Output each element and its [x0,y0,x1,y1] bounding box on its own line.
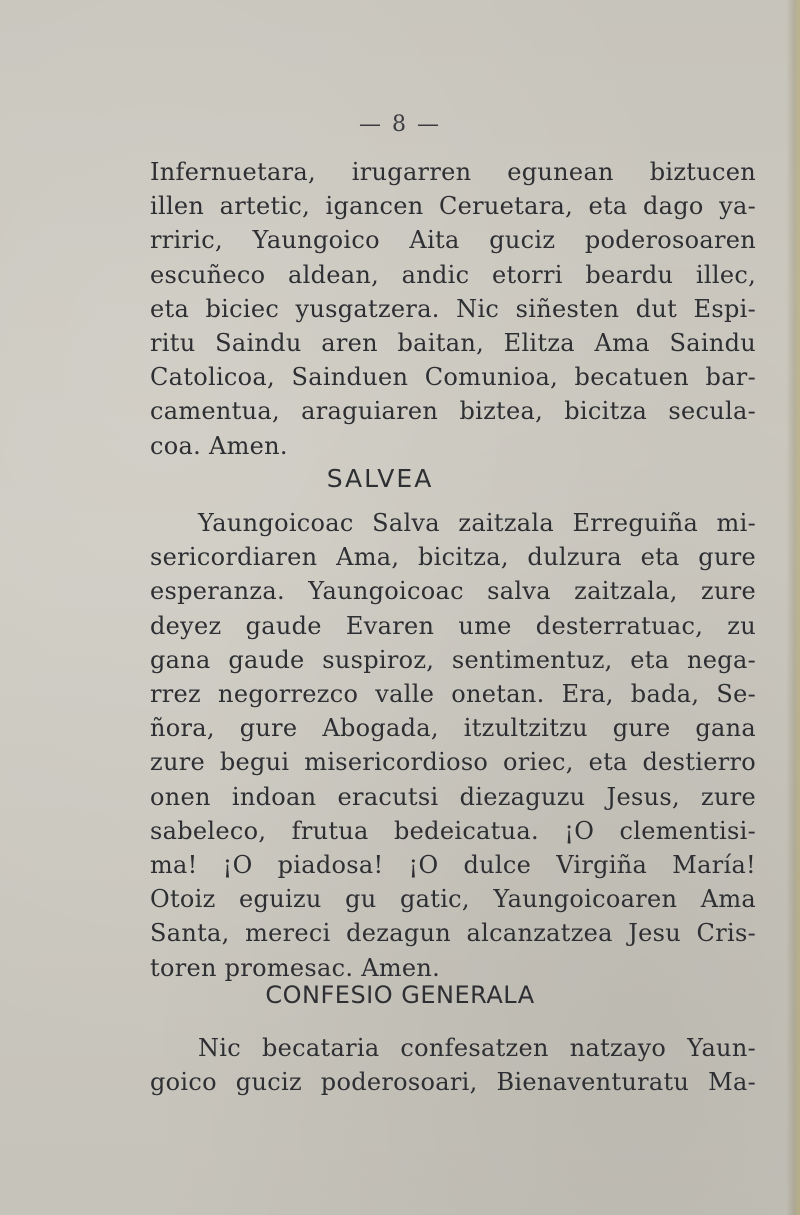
text-line: goico guciz poderosoari, Bienaventuratu Ma- [150,1068,756,1097]
text-line: Yaungoicoac Salva zaitzala Erreguiña mi- [198,509,756,537]
text-line: sabeleco, frutua bedeicatua. ¡O clementisi- [150,816,756,845]
text-line: esperanza. Yaungoicoac salva zaitzala, zure [150,577,756,606]
confesio-generala-heading: CONFESIO GENERALA [265,981,535,1009]
salvea-heading: SALVEA [326,464,434,493]
text-line: Nic becataria confesatzen natzayo Yaun- [198,1034,756,1062]
page-edge-shadow [786,0,800,1215]
text-line: escuñeco aldean, andic etorri beardu illec, [150,260,756,289]
text-line: toren promesac. Amen. [150,953,441,982]
page-number: — 8 — [359,112,441,137]
text-line: zure begui misericordioso oriec, eta destierro [150,748,756,777]
text-line: ritu Saindu aren baitan, Elitza Ama Saindu [150,329,756,358]
text-line: Otoiz eguizu gu gatic, Yaungoicoaren Ama [150,885,756,914]
creed-ending-paragraph [150,155,756,463]
salvea-paragraph [150,506,756,985]
text-line: coa. Amen. [150,431,288,460]
text-line: eta biciec yusgatzera. Nic siñesten dut Espi- [150,294,756,323]
text-line: onen indoan eracutsi diezaguzu Jesus, zure [150,782,756,811]
text-line: illen artetic, igancen Ceruetara, eta dago ya- [150,192,756,221]
text-line: Infernuetara, irugarren egunean biztucen [150,158,756,186]
text-line: Catolicoa, Sainduen Comunioa, becatuen bar- [150,363,756,392]
text-line: camentua, araguiaren biztea, bicitza secula- [150,397,756,426]
text-line: Santa, mereci dezagun alcanzatzea Jesu Cris- [150,919,756,948]
text-line: ñora, gure Abogada, itzultzitzu gure gana [150,714,756,743]
text-line: sericordiaren Ama, bicitza, dulzura eta gure [150,543,756,572]
text-line: rriric, Yaungoico Aita guciz poderosoaren [150,226,756,255]
text-line: gana gaude suspiroz, sentimentuz, eta nega- [150,645,756,674]
confesio-paragraph [150,1031,756,1099]
text-line: ma! ¡O piadosa! ¡O dulce Virgiña María! [150,851,756,880]
text-line: rrez negorrezco valle onetan. Era, bada, Se- [150,680,756,709]
text-line: deyez gaude Evaren ume desterratuac, zu [150,611,756,640]
